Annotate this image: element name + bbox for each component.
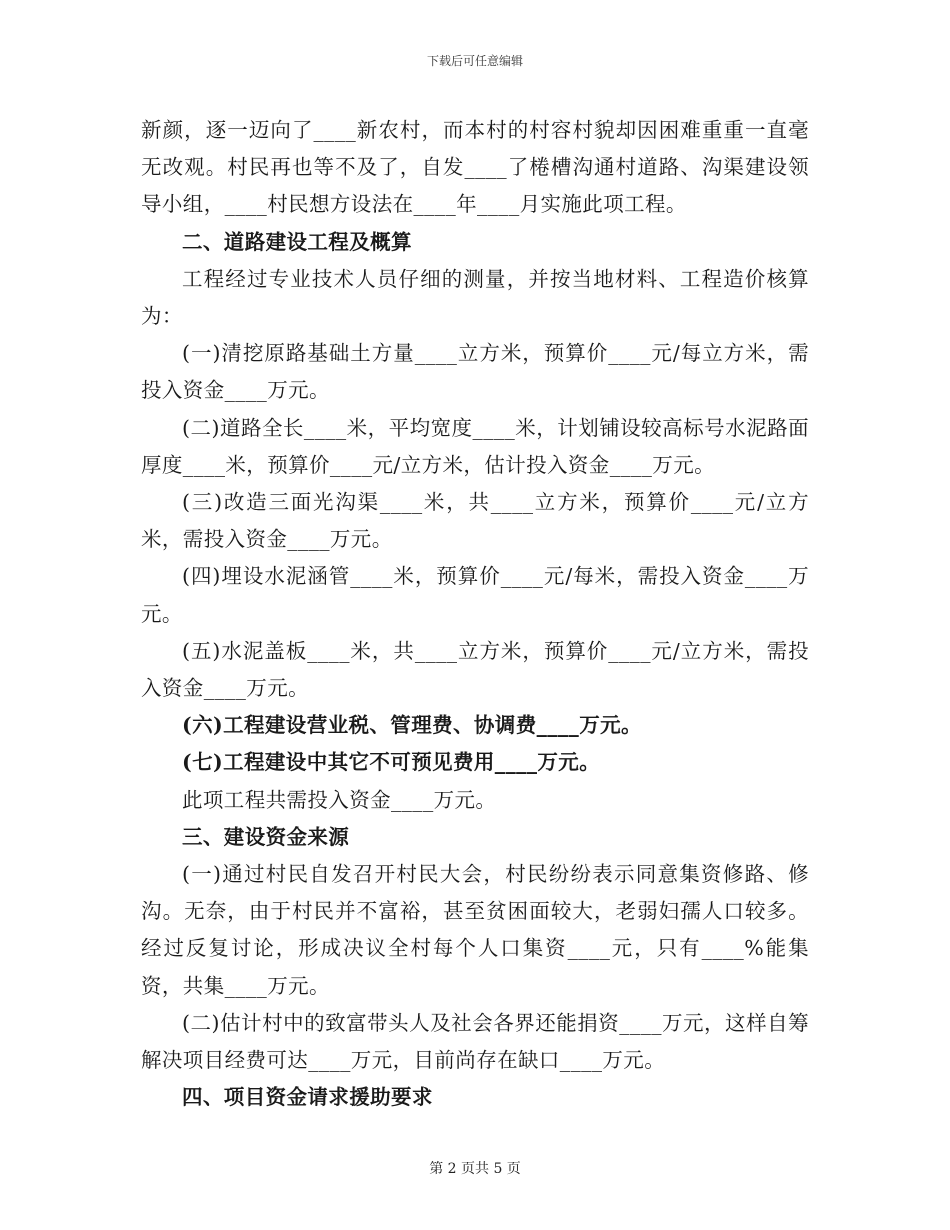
page-footer: 第 2 页共 5 页 xyxy=(429,1161,521,1177)
item-contingency: (七)工程建设中其它不可预见费用____万元。 xyxy=(182,750,601,775)
section-heading-road-construction: 二、道路建设工程及概算 xyxy=(182,229,412,254)
section-heading-aid-request: 四、项目资金请求援助要求 xyxy=(182,1085,433,1110)
item-road-paving: (二)道路全长____米，平均宽度____米，计划铺设较高标号水泥路面厚度____米，预算价____元/立方米，估计投入资金____万元。 xyxy=(141,415,809,477)
paragraph-continuation: 新颜，逐一迈向了____新农村，而本村的村容村貌却因困难重重一直毫无改观。村民再也等不及了，自发____了棬槽沟通村道路、沟渠建设领导小组，____村民想方设法在____年____月实施此项工程。 xyxy=(141,118,809,217)
item-villager-fundraising: (一)通过村民自发召开村民大会，村民纷纷表示同意集资修路、修沟。无奈，由于村民并不富裕，甚至贫困面较大，老弱妇孺人口较多。经过反复讨论，形成决议全村每个人口集资____元，只有____%能集资，共集____万元。 xyxy=(141,862,809,998)
section-heading-funding-source: 三、建设资金来源 xyxy=(182,824,350,849)
paragraph-total-investment: 此项工程共需投入资金____万元。 xyxy=(182,787,497,812)
paragraph-survey-intro: 工程经过专业技术人员仔细的测量，并按当地材料、工程造价核算为： xyxy=(141,266,809,329)
item-earthwork: (一)清挖原路基础土方量____立方米，预算价____元/每立方米，需投入资金____万元。 xyxy=(141,341,809,403)
item-culvert: (四)埋设水泥涵管____米，预算价____元/每米，需投入资金____万元。 xyxy=(141,564,809,626)
item-cover-plate: (五)水泥盖板____米，共____立方米，预算价____元/立方米，需投入资金____万元。 xyxy=(141,638,809,701)
page-header: 下载后可任意编辑 xyxy=(426,54,523,68)
document-body xyxy=(141,112,809,1116)
item-donations: (二)估计村中的致富带头人及社会各界还能捐资____万元，这样自筹解决项目经费可达____万元，目前尚存在缺口____万元。 xyxy=(141,1010,809,1073)
item-ditch: (三)改造三面光沟渠____米，共____立方米，预算价____元/立方米，需投入资金____万元。 xyxy=(141,490,809,552)
item-taxes-fees: (六)工程建设营业税、管理费、协调费____万元。 xyxy=(182,713,642,738)
